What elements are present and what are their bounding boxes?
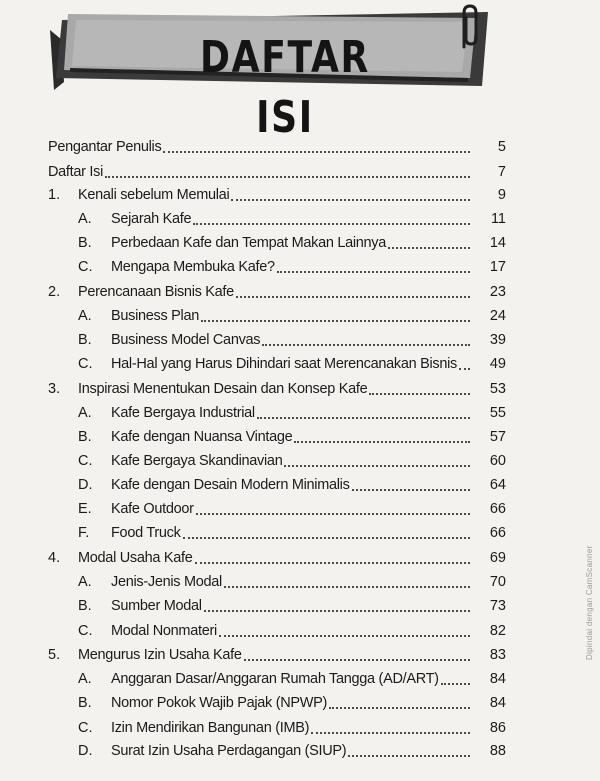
toc-entry <box>48 159 508 181</box>
page-number: 66 <box>489 501 506 517</box>
toc-entry-title: Jenis-Jenis Modal <box>111 574 222 590</box>
dot-leader <box>441 682 470 685</box>
section-letter: A. <box>78 405 92 421</box>
toc-entry-title: Business Plan <box>111 308 199 324</box>
chapter-number: 1. <box>48 187 61 203</box>
toc-entry-title: Modal Usaha Kafe <box>78 550 193 566</box>
toc-entry-title: Izin Mendirikan Bangunan (IMB) <box>111 720 310 736</box>
toc-entry <box>48 448 508 470</box>
dot-leader <box>311 731 470 734</box>
section-letter: B. <box>78 695 92 711</box>
section-letter: B. <box>78 598 92 614</box>
toc-entry-title: Kafe dengan Desain Modern Minimalis <box>111 477 350 493</box>
dot-leader <box>183 536 470 539</box>
section-letter: B. <box>78 429 92 445</box>
section-letter: A. <box>78 671 92 687</box>
toc-entry-title: Mengapa Membuka Kafe? <box>111 259 275 275</box>
page-number: 55 <box>489 405 506 421</box>
toc-entry <box>48 279 508 301</box>
page-number: 69 <box>489 550 506 566</box>
toc-entry-title: Nomor Pokok Wajib Pajak (NPWP) <box>111 695 328 711</box>
page-number: 7 <box>497 164 506 180</box>
page-number: 57 <box>489 429 506 445</box>
toc-entry <box>48 545 508 567</box>
toc-entry-title: Food Truck <box>111 525 181 541</box>
page-number: 64 <box>489 477 506 493</box>
chapter-number: 5. <box>48 647 61 663</box>
page-number: 60 <box>489 453 506 469</box>
dot-leader <box>105 175 470 178</box>
dot-leader <box>219 634 470 637</box>
dot-leader <box>244 658 470 661</box>
section-letter: A. <box>78 574 92 590</box>
page-number: 70 <box>489 574 506 590</box>
dot-leader <box>257 416 470 419</box>
page-number: 73 <box>489 598 506 614</box>
toc-entry-title: Perbedaan Kafe dan Tempat Makan Lainnya <box>111 235 387 251</box>
toc-entry <box>48 569 508 591</box>
section-letter: D. <box>78 743 93 759</box>
toc-entry-title: Daftar Isi <box>48 164 104 180</box>
toc-entry <box>48 230 508 252</box>
page-number: 24 <box>489 308 506 324</box>
page-number: 53 <box>489 381 506 397</box>
dot-leader <box>277 270 470 273</box>
toc-entry <box>48 642 508 664</box>
page-number: 88 <box>489 743 506 759</box>
dot-leader <box>201 319 470 322</box>
page-number: 84 <box>489 671 506 687</box>
toc-entry-title: Perencanaan Bisnis Kafe <box>78 284 234 300</box>
toc-entry <box>48 618 508 640</box>
toc-entry <box>48 254 508 276</box>
page-number: 66 <box>489 525 506 541</box>
dot-leader <box>224 585 470 588</box>
toc-entry <box>48 424 508 446</box>
section-letter: C. <box>78 720 93 736</box>
toc-entry-title: Pengantar Penulis <box>48 139 162 155</box>
dot-leader <box>231 198 470 201</box>
dot-leader <box>294 440 470 443</box>
title-banner <box>50 8 490 143</box>
toc-entry <box>48 472 508 494</box>
page-number: 14 <box>489 235 506 251</box>
page-number: 5 <box>497 139 506 155</box>
toc-entry <box>48 690 508 712</box>
toc-entry-title: Modal Nonmateri <box>111 623 217 639</box>
page-number: 82 <box>489 623 506 639</box>
section-letter: F. <box>78 525 90 541</box>
toc-entry <box>48 520 508 542</box>
section-letter: B. <box>78 332 92 348</box>
toc-entry-title: Kafe Outdoor <box>111 501 194 517</box>
section-letter: B. <box>78 235 92 251</box>
page-number: 11 <box>490 211 506 227</box>
dot-leader <box>195 561 471 564</box>
page-number: 23 <box>489 284 506 300</box>
toc-entry <box>48 738 508 760</box>
toc-entry-title: Kenali sebelum Memulai <box>78 187 230 203</box>
dot-leader <box>163 150 470 153</box>
toc-entry <box>48 303 508 325</box>
section-letter: A. <box>78 211 92 227</box>
dot-leader <box>284 464 470 467</box>
page-number: 86 <box>489 720 506 736</box>
toc-entry <box>48 666 508 688</box>
section-letter: C. <box>78 453 93 469</box>
section-letter: E. <box>78 501 92 517</box>
toc-entry-title: Mengurus Izin Usaha Kafe <box>78 647 242 663</box>
chapter-number: 2. <box>48 284 61 300</box>
toc-entry-title: Kafe Bergaya Skandinavian <box>111 453 283 469</box>
dot-leader <box>459 367 470 370</box>
dot-leader <box>329 706 470 709</box>
toc-entry <box>48 715 508 737</box>
toc-entry <box>48 496 508 518</box>
page-title: DAFTAR ISI <box>200 32 370 143</box>
section-letter: A. <box>78 308 92 324</box>
section-letter: C. <box>78 623 93 639</box>
dot-leader <box>262 343 470 346</box>
toc-entry-title: Sejarah Kafe <box>111 211 192 227</box>
dot-leader <box>352 488 470 491</box>
dot-leader <box>193 222 470 225</box>
scanner-watermark: Dipindai dengan CamScanner <box>585 545 594 660</box>
toc-entry-title: Kafe Bergaya Industrial <box>111 405 255 421</box>
toc-entry-title: Inspirasi Menentukan Desain dan Konsep Kafe <box>78 381 368 397</box>
toc-entry <box>48 134 508 156</box>
page-number: 83 <box>489 647 506 663</box>
paperclip-icon <box>455 3 485 49</box>
page-number: 49 <box>489 356 506 372</box>
page-number: 17 <box>489 259 506 275</box>
toc-entry-title: Kafe dengan Nuansa Vintage <box>111 429 293 445</box>
dot-leader <box>348 754 470 757</box>
toc-entry <box>48 206 508 228</box>
dot-leader <box>388 246 470 249</box>
section-letter: C. <box>78 259 93 275</box>
page-number: 9 <box>497 187 506 203</box>
toc-entry-title: Anggaran Dasar/Anggaran Rumah Tangga (AD/ART) <box>111 671 439 687</box>
section-letter: D. <box>78 477 93 493</box>
page-number: 84 <box>489 695 506 711</box>
toc-entry <box>48 182 508 204</box>
toc-entry-title: Business Model Canvas <box>111 332 261 348</box>
chapter-number: 4. <box>48 550 61 566</box>
dot-leader <box>236 295 470 298</box>
chapter-number: 3. <box>48 381 61 397</box>
section-letter: C. <box>78 356 93 372</box>
toc-entry <box>48 593 508 615</box>
toc-entry <box>48 400 508 422</box>
toc-entry <box>48 327 508 349</box>
toc-entry <box>48 376 508 398</box>
page-number: 39 <box>489 332 506 348</box>
toc-entry-title: Surat Izin Usaha Perdagangan (SIUP) <box>111 743 347 759</box>
dot-leader <box>196 512 470 515</box>
toc-entry-title: Sumber Modal <box>111 598 202 614</box>
toc-entry <box>48 351 508 373</box>
dot-leader <box>369 392 470 395</box>
dot-leader <box>204 609 470 612</box>
toc-entry-title: Hal-Hal yang Harus Dihindari saat Merencanakan Bisnis <box>111 356 457 372</box>
